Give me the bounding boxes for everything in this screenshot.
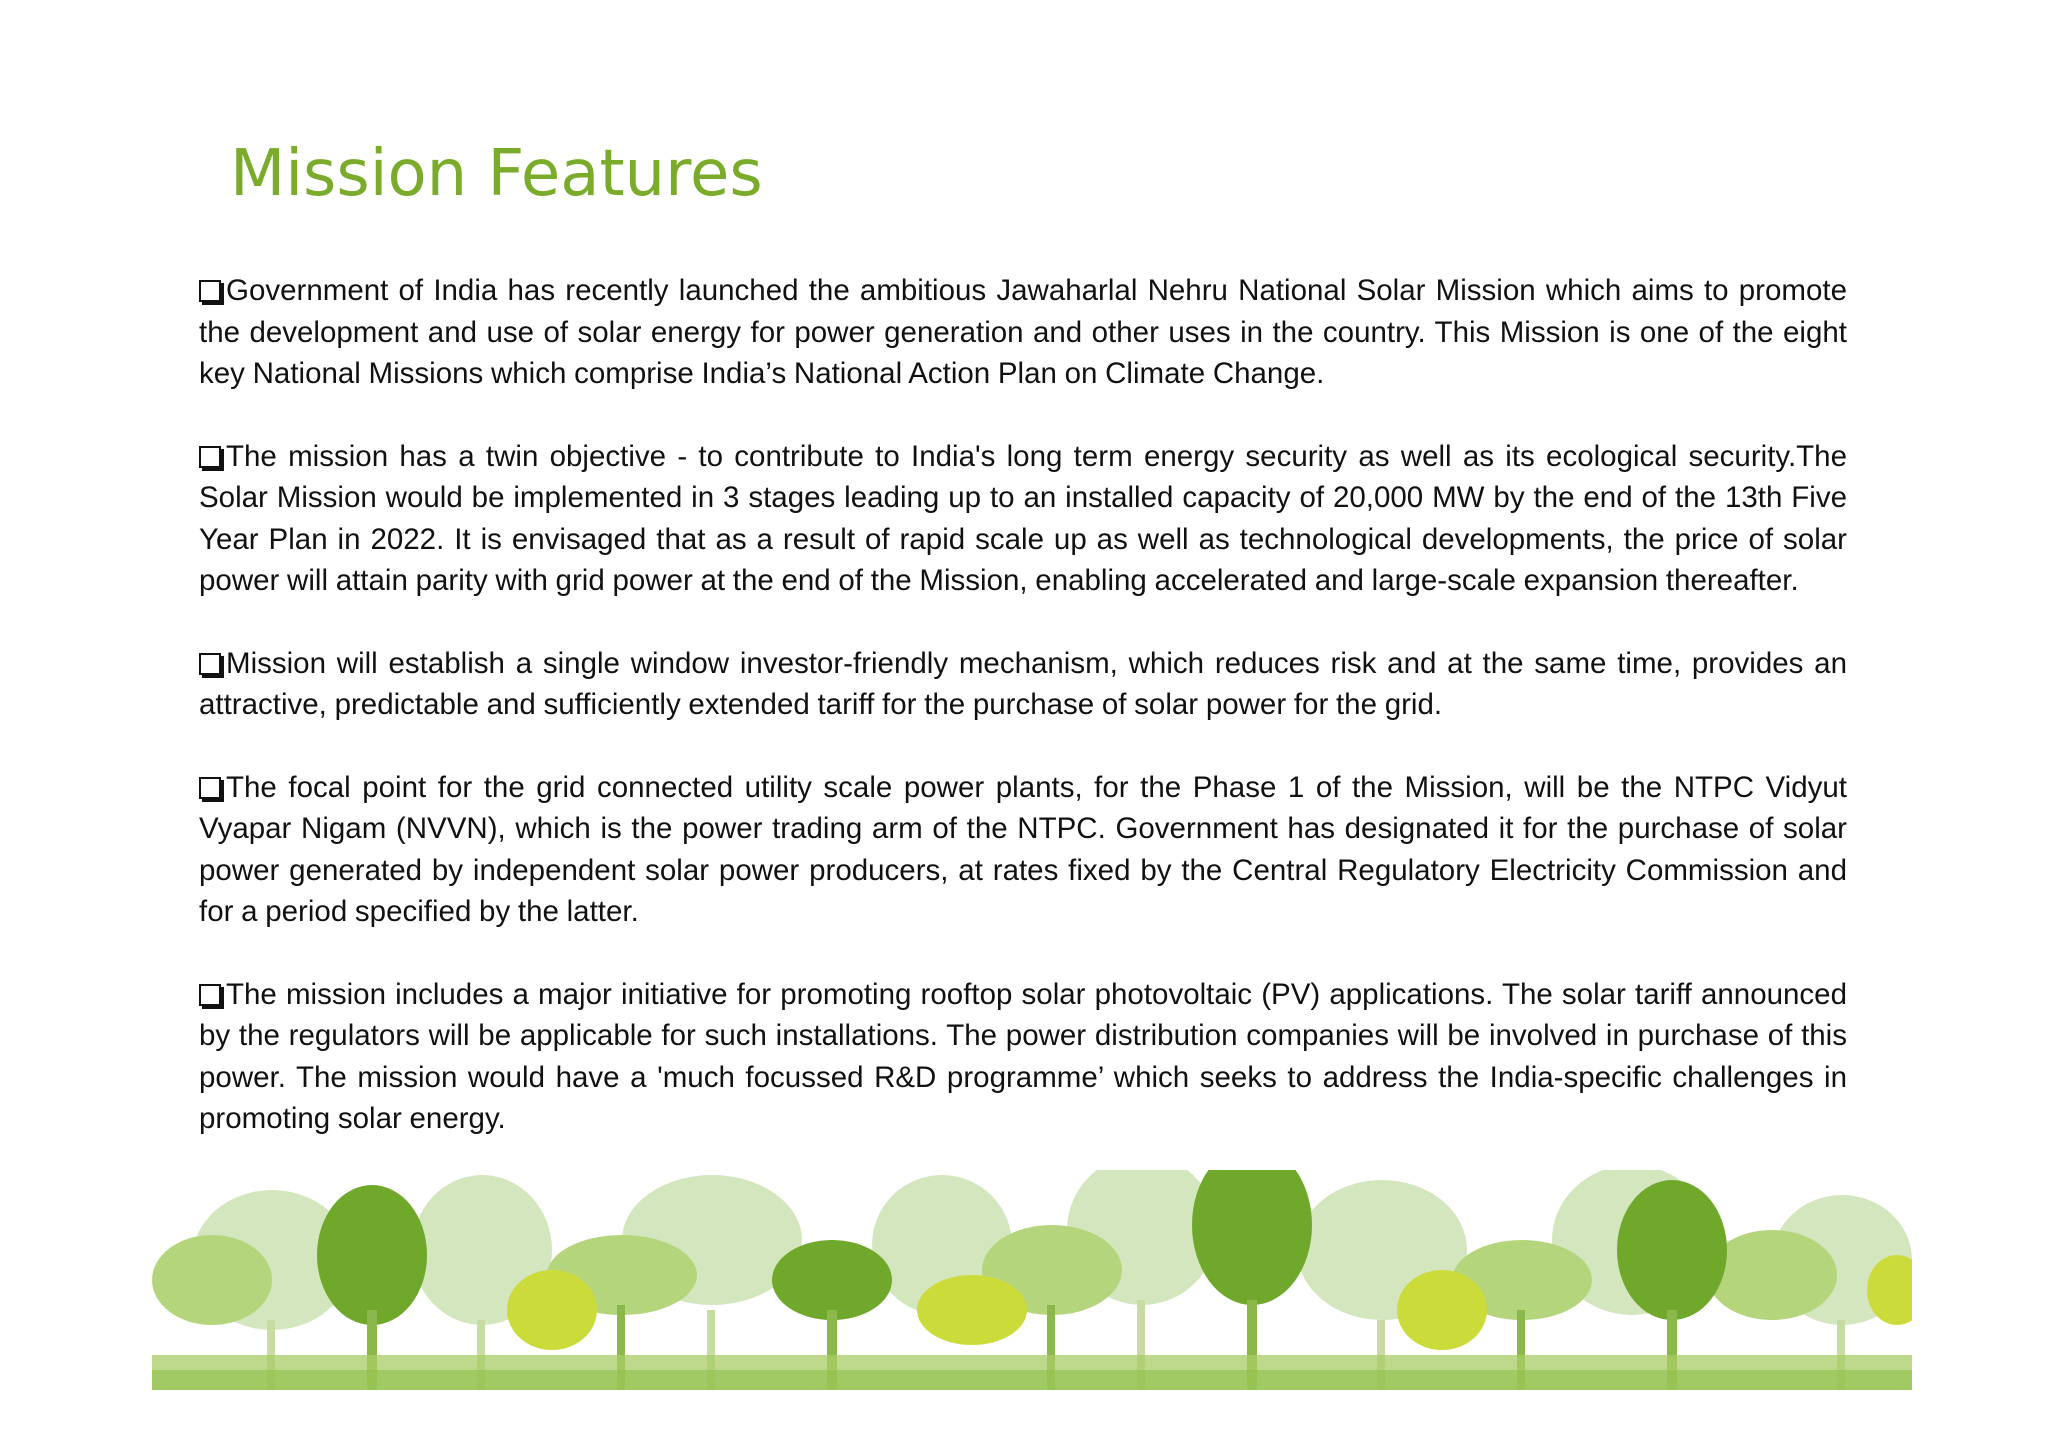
- paragraph-4: [199, 767, 1847, 933]
- paragraph-5: [199, 974, 1847, 1140]
- paragraph-2: [199, 436, 1847, 602]
- tree-border-illustration: [152, 1170, 1912, 1390]
- paragraph-text: The focal point for the grid connected utility scale power plants, for the Phase 1 of the Mission, will be the NTPC Vidyut Vyapar Nigam (NVVN), which is the power trading arm of the NTPC. Government has designated it for the purchase of solar power generated by independent solar power producers, at rates fixed by the Central Regulatory Electricity Commission and for a period specified by the latter.: [199, 770, 1847, 928]
- checkbox-bullet-icon: [199, 777, 221, 799]
- slide-body: [199, 270, 1847, 1181]
- paragraph-1: [199, 270, 1847, 395]
- checkbox-bullet-icon: [199, 446, 221, 468]
- slide-title: Mission Features: [230, 137, 763, 211]
- paragraph-text: Government of India has recently launched the ambitious Jawaharlal Nehru National Solar Mission which aims to promote the development and use of solar energy for power generation and other uses in the country. This Mission is one of the eight key National Missions which comprise India’s National Action Plan on Climate Change.: [199, 274, 1847, 390]
- paragraph-text: Mission will establish a single window investor-friendly mechanism, which reduces risk and at the same time, provides an attractive, predictable and sufficiently extended tariff for the purchase of solar power for the grid.: [199, 646, 1847, 721]
- paragraph-text: The mission has a twin objective - to contribute to India's long term energy security as well as its ecological security.The Solar Mission would be implemented in 3 stages leading up to an installed capacity of 20,000 MW by the end of the 13th Five Year Plan in 2022. It is envisaged that as a result of rapid scale up as well as technological developments, the price of solar power will attain parity with grid power at the end of the Mission, enabling accelerated and large-scale expansion thereafter.: [199, 439, 1847, 597]
- paragraph-3: [199, 643, 1847, 726]
- checkbox-bullet-icon: [199, 653, 221, 675]
- checkbox-bullet-icon: [199, 984, 221, 1006]
- paragraph-text: The mission includes a major initiative for promoting rooftop solar photovoltaic (PV) applications. The solar tariff announced by the regulators will be applicable for such installations. The power distribution companies will be involved in purchase of this power. The mission would have a 'much focussed R&D programme’ which seeks to address the India-specific challenges in promoting solar energy.: [199, 977, 1847, 1135]
- checkbox-bullet-icon: [199, 280, 221, 302]
